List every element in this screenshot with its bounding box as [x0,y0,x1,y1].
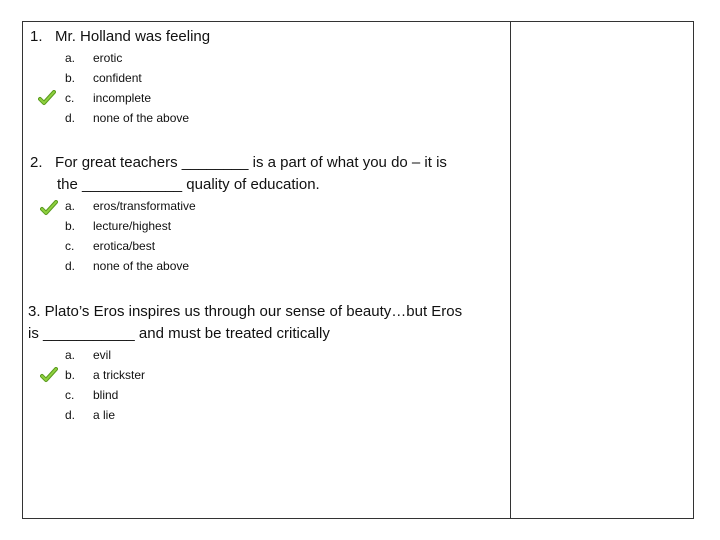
question-1-text: Mr. Holland was feeling [55,28,211,45]
checkmark-icon [40,200,58,216]
question-2-continued [57,174,320,196]
question-3-line-1: 3. Plato’s Eros inspires us through our sense of beauty…but Eros [28,303,463,320]
option-text: blind [93,388,119,402]
question-3-continued [28,323,330,345]
option-text: a trickster [93,368,146,382]
question-3 [28,301,462,323]
option-text: confident [93,71,142,85]
question-2-number: 2. [30,154,43,171]
option-letter: d. [65,111,76,125]
checkmark-icon [38,90,56,106]
option-text: eros/transformative [93,199,196,213]
question-2-line-1: For great teachers ________ is a part of what you do – it is [55,154,447,171]
option-text: erotic [93,51,123,65]
option-letter: c. [65,388,75,402]
option-letter: c. [65,91,75,105]
question-3-line-2: is ___________ and must be treated critically [28,325,330,342]
option-letter: b. [65,368,76,382]
option-text: erotica/best [93,239,156,253]
option-letter: a. [65,51,76,65]
option-letter: d. [65,259,76,273]
option-letter: b. [65,219,76,233]
option-text: incomplete [93,91,152,105]
question-2-line-2: the ____________ quality of education. [57,176,320,193]
question-1-number: 1. [30,28,43,45]
option-letter: a. [65,199,76,213]
option-letter: c. [65,239,75,253]
option-letter: a. [65,348,76,362]
checkmark-icon [40,367,58,383]
option-text: none of the above [93,259,190,273]
option-text: a lie [93,408,116,422]
option-text: none of the above [93,111,190,125]
column-divider [510,21,511,519]
option-letter: b. [65,71,76,85]
option-letter: d. [65,408,76,422]
option-text: evil [93,348,112,362]
option-text: lecture/highest [93,219,172,233]
question-2 [30,152,447,174]
question-1 [30,26,210,48]
